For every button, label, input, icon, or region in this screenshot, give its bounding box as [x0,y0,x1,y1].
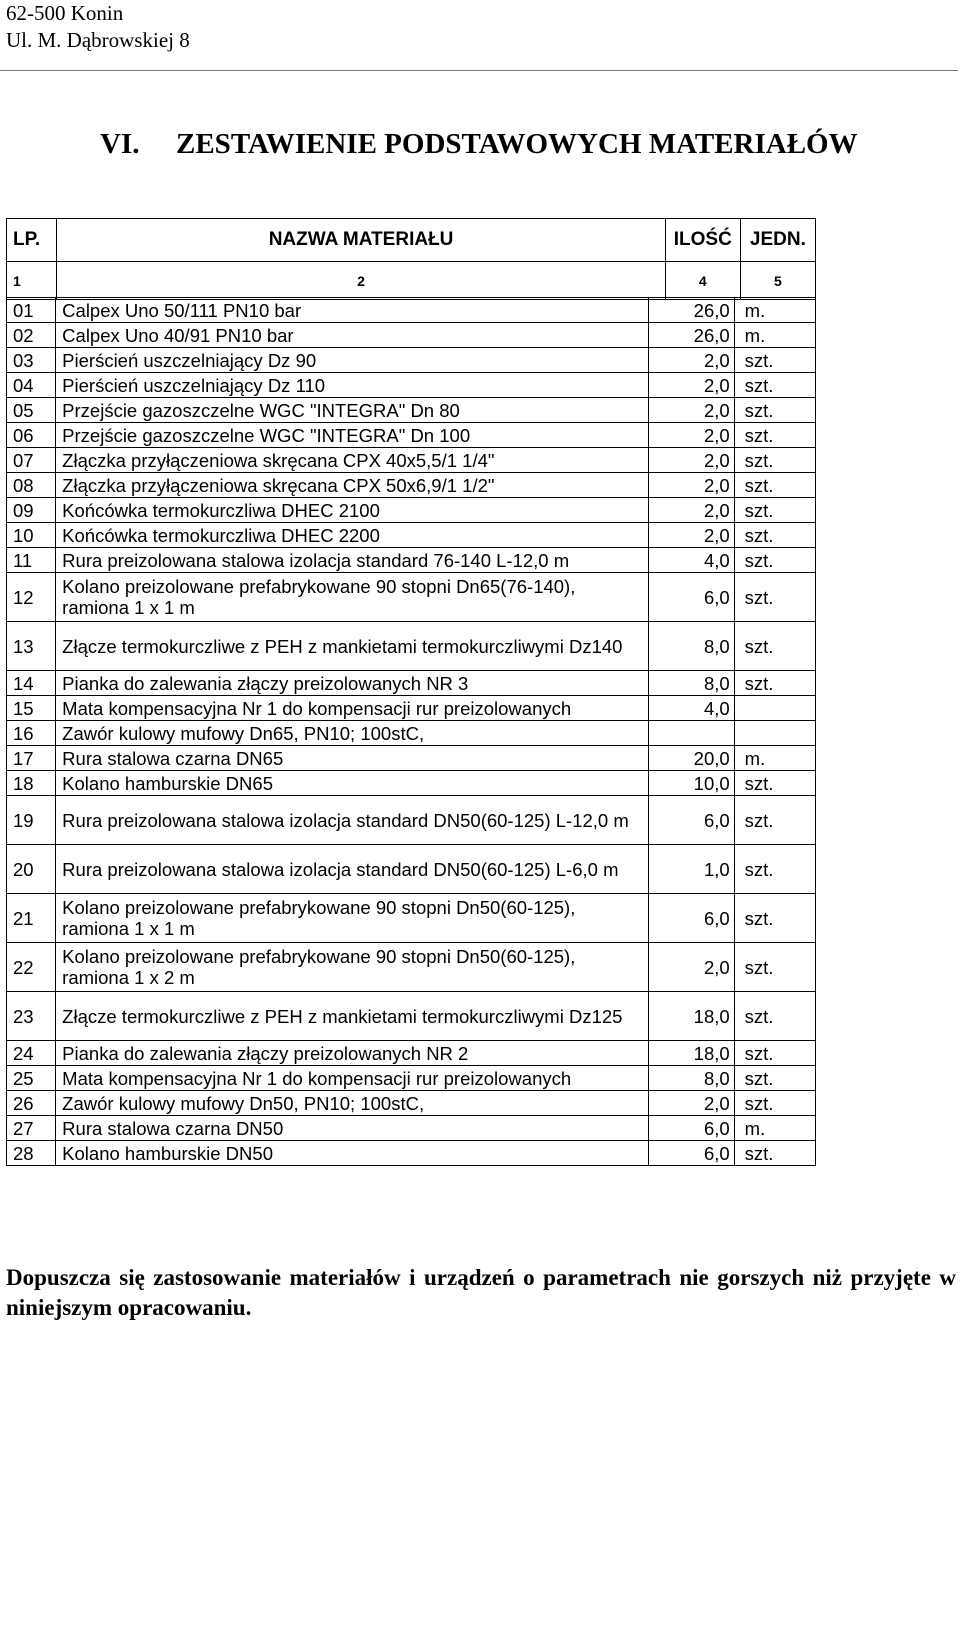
table-row [7,423,816,448]
table-row [7,473,816,498]
row-unit: szt. [734,992,815,1041]
row-lp: 12 [7,573,56,622]
row-qty: 6,0 [649,1116,734,1141]
row-qty: 18,0 [649,1041,734,1066]
table-row [7,1041,816,1066]
table-row [7,894,816,943]
table-row [7,622,816,671]
materials-table-header [6,218,816,300]
row-unit: szt. [734,423,815,448]
table-row [7,721,816,746]
row-qty: 6,0 [649,1141,734,1166]
table-row [7,943,816,992]
row-name: Kolano preizolowane prefabrykowane 90 stopni Dn50(60-125), ramiona 1 x 2 m [56,943,649,992]
row-unit: szt. [734,1091,815,1116]
row-qty: 2,0 [649,423,734,448]
row-lp: 16 [7,721,56,746]
row-name: Zawór kulowy mufowy Dn65, PN10; 100stC, [56,721,649,746]
table-row [7,1141,816,1166]
row-name: Pianka do zalewania złączy preizolowanych NR 2 [56,1041,649,1066]
header-name: NAZWA MATERIAŁU [57,219,665,262]
row-unit: szt. [734,348,815,373]
row-qty: 6,0 [649,796,734,845]
row-name: Końcówka termokurczliwa DHEC 2100 [56,498,649,523]
row-lp: 22 [7,943,56,992]
header-qty: ILOŚĆ [665,219,740,262]
row-lp: 18 [7,771,56,796]
row-unit: szt. [734,622,815,671]
row-unit: m. [734,746,815,771]
row-lp: 13 [7,622,56,671]
row-qty: 6,0 [649,894,734,943]
row-unit [734,721,815,746]
row-qty: 2,0 [649,1091,734,1116]
row-lp: 23 [7,992,56,1041]
row-qty: 6,0 [649,573,734,622]
row-lp: 28 [7,1141,56,1166]
row-lp: 15 [7,696,56,721]
row-name: Kolano hamburskie DN50 [56,1141,649,1166]
row-unit: szt. [734,894,815,943]
table-row [7,373,816,398]
address-block [6,0,190,54]
row-unit: szt. [734,1041,815,1066]
row-lp: 14 [7,671,56,696]
row-unit: szt. [734,671,815,696]
row-qty: 8,0 [649,671,734,696]
row-lp: 05 [7,398,56,423]
header-divider [0,70,958,71]
row-qty: 2,0 [649,473,734,498]
row-qty: 2,0 [649,398,734,423]
row-lp: 04 [7,373,56,398]
row-lp: 02 [7,323,56,348]
row-lp: 06 [7,423,56,448]
header-row [7,219,816,262]
row-qty: 2,0 [649,348,734,373]
row-name: Złączka przyłączeniowa skręcana CPX 50x6,9/1 1/2" [56,473,649,498]
table-row [7,523,816,548]
row-qty: 20,0 [649,746,734,771]
row-unit: szt. [734,943,815,992]
table-row [7,992,816,1041]
colnum-unit: 5 [740,262,815,300]
colnum-lp: 1 [7,262,57,300]
row-unit: szt. [734,1066,815,1091]
colnum-qty: 4 [665,262,740,300]
materials-table [6,297,816,1166]
row-name: Rura preizolowana stalowa izolacja standard DN50(60-125) L-6,0 m [56,845,649,894]
row-name: Rura preizolowana stalowa izolacja standard DN50(60-125) L-12,0 m [56,796,649,845]
row-unit: m. [734,1116,815,1141]
row-qty: 2,0 [649,448,734,473]
table-row [7,1116,816,1141]
table-row [7,746,816,771]
colnum-name: 2 [57,262,665,300]
row-unit: szt. [734,473,815,498]
row-lp: 19 [7,796,56,845]
row-lp: 17 [7,746,56,771]
row-qty [649,721,734,746]
row-name: Kolano preizolowane prefabrykowane 90 stopni Dn50(60-125), ramiona 1 x 1 m [56,894,649,943]
row-qty: 2,0 [649,498,734,523]
row-lp: 09 [7,498,56,523]
table-row [7,1091,816,1116]
row-qty: 8,0 [649,1066,734,1091]
row-unit: szt. [734,448,815,473]
column-number-row [7,262,816,300]
row-qty: 18,0 [649,992,734,1041]
table-row [7,323,816,348]
row-name: Rura stalowa czarna DN65 [56,746,649,771]
row-name: Calpex Uno 50/111 PN10 bar [56,298,649,323]
row-lp: 08 [7,473,56,498]
table-row [7,498,816,523]
row-lp: 01 [7,298,56,323]
row-name: Pierścień uszczelniający Dz 90 [56,348,649,373]
row-name: Mata kompensacyjna Nr 1 do kompensacji rur preizolowanych [56,1066,649,1091]
row-unit: szt. [734,1141,815,1166]
row-name: Rura preizolowana stalowa izolacja standard 76-140 L-12,0 m [56,548,649,573]
table-row [7,398,816,423]
row-name: Rura stalowa czarna DN50 [56,1116,649,1141]
row-name: Złączka przyłączeniowa skręcana CPX 40x5,5/1 1/4" [56,448,649,473]
address-line-1: 62-500 Konin [6,1,124,25]
row-name: Złącze termokurczliwe z PEH z mankietami termokurczliwymi Dz140 [56,622,649,671]
address-line-2: Ul. M. Dąbrowskiej 8 [6,28,190,52]
row-lp: 26 [7,1091,56,1116]
row-lp: 03 [7,348,56,373]
table-row [7,796,816,845]
section-number: VI. [100,128,140,160]
table-row [7,348,816,373]
row-unit: szt. [734,523,815,548]
row-lp: 21 [7,894,56,943]
row-qty: 26,0 [649,298,734,323]
row-lp: 07 [7,448,56,473]
row-lp: 27 [7,1116,56,1141]
row-unit: m. [734,323,815,348]
row-unit: szt. [734,573,815,622]
row-qty: 2,0 [649,523,734,548]
row-lp: 10 [7,523,56,548]
footer-note: Dopuszcza się zastosowanie materiałów i urządzeń o parametrach nie gorszych niż przyjęte w niniejszym opracowaniu. [6,1265,956,1320]
row-unit: szt. [734,398,815,423]
section-title: ZESTAWIENIE PODSTAWOWYCH MATERIAŁÓW [176,128,858,160]
row-qty: 8,0 [649,622,734,671]
row-lp: 20 [7,845,56,894]
materials-table-body [7,298,816,1166]
table-row [7,696,816,721]
row-qty: 2,0 [649,943,734,992]
row-name: Pianka do zalewania złączy preizolowanych NR 3 [56,671,649,696]
row-qty: 2,0 [649,373,734,398]
row-lp: 11 [7,548,56,573]
table-row [7,845,816,894]
row-qty: 1,0 [649,845,734,894]
row-name: Przejście gazoszczelne WGC "INTEGRA" Dn 80 [56,398,649,423]
row-unit: m. [734,298,815,323]
row-qty: 4,0 [649,696,734,721]
header-lp: LP. [7,219,57,262]
row-name: Kolano preizolowane prefabrykowane 90 stopni Dn65(76-140), ramiona 1 x 1 m [56,573,649,622]
row-name: Kolano hamburskie DN65 [56,771,649,796]
table-row [7,671,816,696]
table-row [7,1066,816,1091]
table-row [7,548,816,573]
row-unit [734,696,815,721]
row-lp: 24 [7,1041,56,1066]
row-name: Końcówka termokurczliwa DHEC 2200 [56,523,649,548]
table-row [7,573,816,622]
row-name: Złącze termokurczliwe z PEH z mankietami termokurczliwymi Dz125 [56,992,649,1041]
table-row [7,771,816,796]
row-qty: 26,0 [649,323,734,348]
row-name: Calpex Uno 40/91 PN10 bar [56,323,649,348]
row-qty: 10,0 [649,771,734,796]
row-name: Zawór kulowy mufowy Dn50, PN10; 100stC, [56,1091,649,1116]
row-name: Mata kompensacyjna Nr 1 do kompensacji rur preizolowanych [56,696,649,721]
table-row [7,448,816,473]
header-unit: JEDN. [740,219,815,262]
row-unit: szt. [734,845,815,894]
row-unit: szt. [734,498,815,523]
row-qty: 4,0 [649,548,734,573]
row-unit: szt. [734,796,815,845]
row-name: Pierścień uszczelniający Dz 110 [56,373,649,398]
table-row [7,298,816,323]
section-heading [100,128,858,161]
row-lp: 25 [7,1066,56,1091]
row-unit: szt. [734,548,815,573]
row-name: Przejście gazoszczelne WGC "INTEGRA" Dn 100 [56,423,649,448]
row-unit: szt. [734,771,815,796]
row-unit: szt. [734,373,815,398]
